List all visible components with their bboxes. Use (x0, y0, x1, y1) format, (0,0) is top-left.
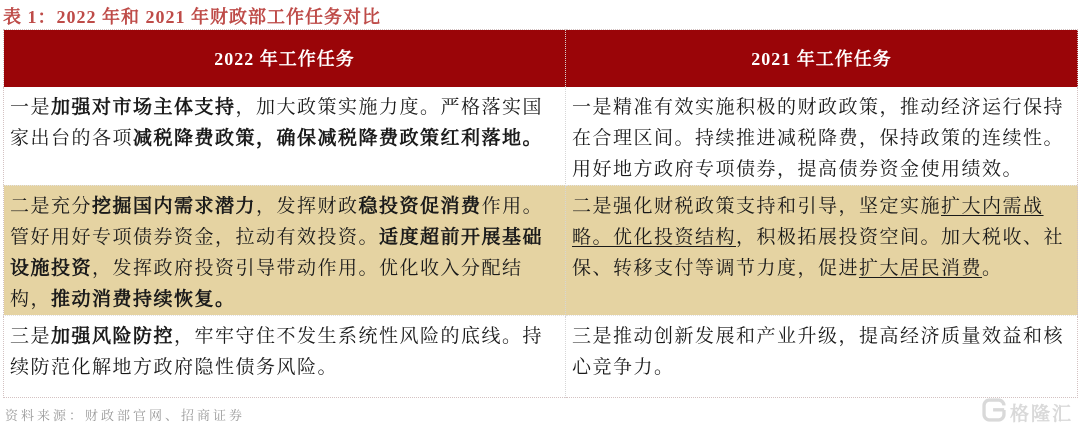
column-header-2022: 2022 年工作任务 (4, 30, 566, 87)
comparison-table (3, 29, 1078, 398)
table-row (4, 87, 1078, 186)
watermark-text: 格隆汇 (1009, 403, 1073, 425)
table-row (4, 185, 1078, 315)
source-note: 资料来源：财政部官网、招商证券 (5, 407, 246, 423)
cell-2022-task-2: 二是充分挖掘国内需求潜力，发挥财政稳投资促消费作用。管好用好专项债券资金，拉动有效投资。适度超前开展基础设施投资，发挥政府投资引导带动作用。优化收入分配结构，推动消费持续恢复。 (4, 185, 566, 315)
gelonghui-watermark (982, 398, 1073, 427)
table-row (4, 315, 1078, 397)
table-title: 表 1：2022 年和 2021 年财政部工作任务对比 (3, 7, 381, 27)
cell-2022-task-1: 一是加强对市场主体支持，加大政策实施力度。严格落实国家出台的各项减税降费政策，确保减税降费政策红利落地。 (4, 87, 566, 186)
cell-2022-task-3: 三是加强风险防控，牢牢守住不发生系统性风险的底线。持续防范化解地方政府隐性债务风险。 (4, 315, 566, 397)
column-header-2021: 2021 年工作任务 (566, 30, 1078, 87)
gelonghui-g-icon (982, 398, 1006, 427)
header-row (4, 30, 1078, 87)
cell-2021-task-2: 二是强化财税政策支持和引导，坚定实施扩大内需战略。优化投资结构，积极拓展投资空间。加大税收、社保、转移支付等调节力度，促进扩大居民消费。 (566, 185, 1078, 315)
footer (3, 398, 1077, 428)
cell-2021-task-1: 一是精准有效实施积极的财政政策，推动经济运行保持在合理区间。持续推进减税降费，保持政策的连续性。用好地方政府专项债券，提高债券资金使用绩效。 (566, 87, 1078, 186)
cell-2021-task-3: 三是推动创新发展和产业升级，提高经济质量效益和核心竞争力。 (572, 325, 1065, 378)
